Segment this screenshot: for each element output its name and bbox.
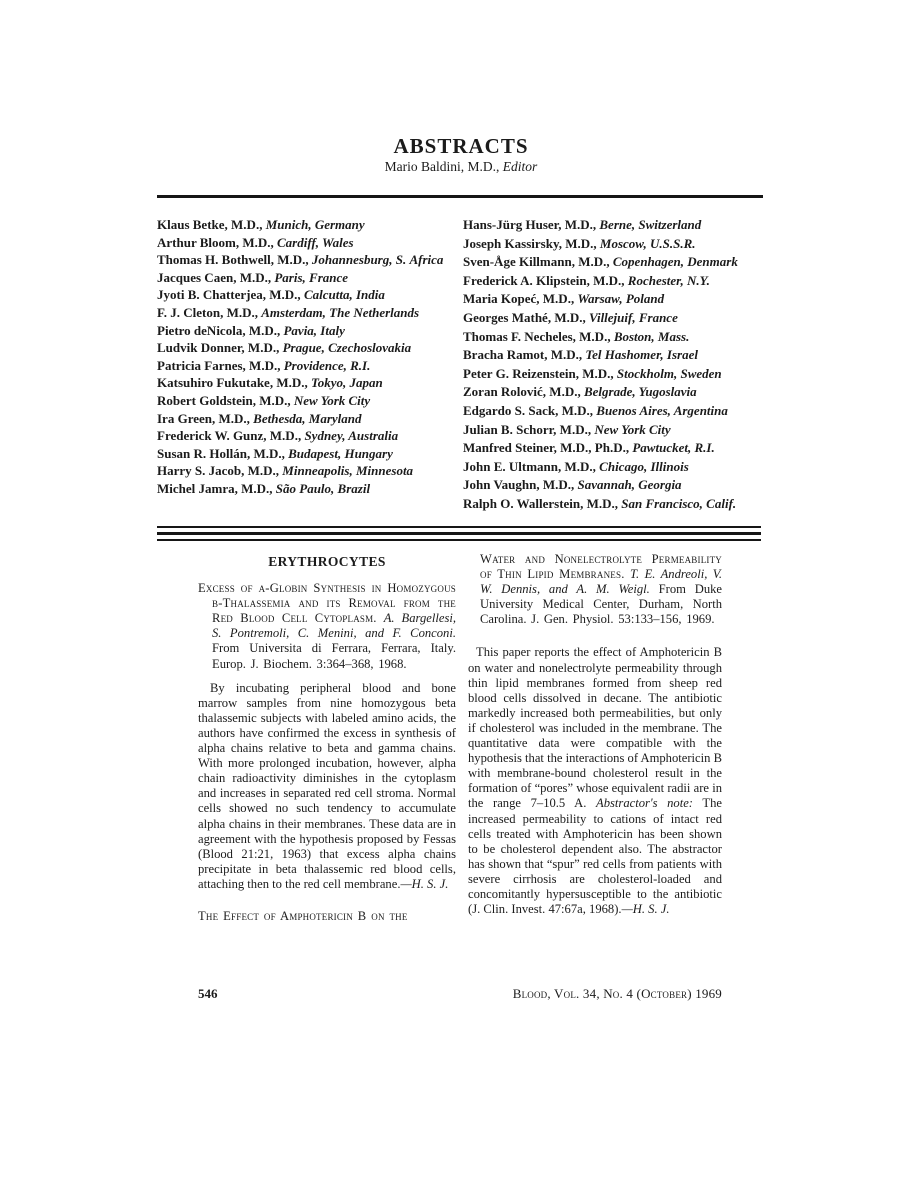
editor-entry: Frederick W. Gunz, M.D., Sydney, Australia xyxy=(157,428,399,444)
divider-rule xyxy=(157,195,763,198)
editor-name: Mario Baldini, M.D., xyxy=(384,159,500,174)
editor-byline xyxy=(157,159,765,175)
abstract-2-title-fragment: The Effect of Amphotericin B on the xyxy=(198,908,408,923)
editor-entry: Sven-Åge Killmann, M.D., Copenhagen, Denmark xyxy=(463,254,738,270)
abstract-2-title-continuation: Water and Nonelectrolyte Permeability of Thin Lipid Membranes. xyxy=(480,552,722,582)
abstract-1-body: By incubating peripheral blood and bone marrow samples from nine homozygous beta thalassemic subjects with labeled amino acids, the authors have confirmed the excess in synthesis of alpha chains relative to beta and gamma chains. With more prolonged incubation, however, alpha chain radioactivity diminishes in the cytoplasm and increases in separated red cell stroma. Normal cells showed no such tendency to accumulate alpha chains in their membranes. These data are in agreement with the hypothesis proposed by Fessas (Blood 21:21, 1963) that excess alpha chains precipitate in beta thalassemic red blood cells, attaching then to the red cell membrane.—H. S. J. xyxy=(198,680,456,891)
editor-entry: John Vaughn, M.D., Savannah, Georgia xyxy=(463,477,682,493)
editor-entry: Arthur Bloom, M.D., Cardiff, Wales xyxy=(157,234,354,250)
abstract-1-source: From Universita di Ferrara, Ferrara, Italy. Europ. J. Biochem. 3:364–368, 1968. xyxy=(212,641,456,671)
editor-entry: Bracha Ramot, M.D., Tel Hashomer, Israel xyxy=(463,347,698,363)
abstract-2-body: This paper reports the effect of Amphotericin B on water and nonelectrolyte permeability through thin lipid membranes formed from sheep red blood cells dissolved in decane. The antibiotic markedly increased both permeabilities, but only if cholesterol was included in the membrane. The quantitative data were compatible with the hypothesis that the interactions of Amphotericin B with membrane-bound cholesterol result in the formation of “pores” whose equivalent radii are in the range 7–10.5 A. Abstractor's note: The increased permeability to cations of intact red cells treated with Amphotericin has been shown to be cholesterol dependent also. The abstractor has shown that “spur” red cells from patients with severe cirrhosis are cholesterol-loaded and concomitantly hypersusceptible to the antibiotic (J. Clin. Invest. 47:67a, 1968).—H. S. J. xyxy=(468,645,722,917)
editor-entry: Ira Green, M.D., Bethesda, Maryland xyxy=(157,410,362,426)
editor-entry: Zoran Rolović, M.D., Belgrade, Yugoslavia xyxy=(463,384,697,400)
abstracts-right-column xyxy=(468,552,722,924)
editor-entry: John E. Ultmann, M.D., Chicago, Illinois xyxy=(463,458,689,474)
editor-entry: Jyoti B. Chatterjea, M.D., Calcutta, India xyxy=(157,287,385,303)
abstract-2-authors: T. E. Andreoli, V. W. Dennis, and A. M. Weigl. xyxy=(480,567,722,597)
abstract-2-source: From Duke University Medical Center, Durham, North Carolina. J. Gen. Physiol. 53:133–156, 1969. xyxy=(480,582,723,627)
editor-role: Editor xyxy=(502,159,538,174)
abstract-1-authors: A. Bargellesi, S. Pontremoli, C. Menini, and F. Conconi. xyxy=(212,611,456,641)
abstract-2-heading xyxy=(468,552,722,627)
editor-entry: Jacques Caen, M.D., Paris, France xyxy=(157,269,349,285)
editor-entry: Patricia Farnes, M.D., Providence, R.I. xyxy=(157,357,371,373)
editor-entry: Thomas F. Necheles, M.D., Boston, Mass. xyxy=(463,328,690,344)
editor-entry: Robert Goldstein, M.D., New York City xyxy=(157,392,371,408)
editorial-board-right-column xyxy=(463,216,773,514)
editor-entry: Peter G. Reizenstein, M.D., Stockholm, Sweden xyxy=(463,365,722,381)
editor-entry: Julian B. Schorr, M.D., New York City xyxy=(463,421,671,437)
editorial-board-list xyxy=(157,216,773,514)
editor-entry: Pietro deNicola, M.D., Pavia, Italy xyxy=(157,322,345,338)
abstract-1-signature: —H. S. J. xyxy=(400,876,449,891)
editor-entry: F. J. Cleton, M.D., Amsterdam, The Netherlands xyxy=(157,304,420,320)
page-title: ABSTRACTS xyxy=(393,134,529,159)
abstractors-note-label: Abstractor's note: xyxy=(596,796,693,811)
abstract-2-signature: —H. S. J. xyxy=(621,902,670,917)
editor-entry: Frederick A. Klipstein, M.D., Rochester, N.Y. xyxy=(463,272,710,288)
editor-entry: Joseph Kassirsky, M.D., Moscow, U.S.S.R. xyxy=(463,235,696,251)
editor-entry: Klaus Betke, M.D., Munich, Germany xyxy=(157,217,365,232)
editor-entry: Michel Jamra, M.D., São Paulo, Brazil xyxy=(157,480,371,496)
section-heading-erythrocytes: ERYTHROCYTES xyxy=(268,554,386,569)
editor-entry: Thomas H. Bothwell, M.D., Johannesburg, S. Africa xyxy=(157,252,444,268)
editor-entry: Katsuhiro Fukutake, M.D., Tokyo, Japan xyxy=(157,375,383,391)
editor-entry: Georges Mathé, M.D., Villejuif, France xyxy=(463,309,678,325)
page-footer xyxy=(198,986,722,1002)
editorial-board-left-column xyxy=(157,216,463,514)
editor-entry: Hans-Jürg Huser, M.D., Berne, Switzerland xyxy=(463,217,702,232)
editor-entry: Manfred Steiner, M.D., Ph.D., Pawtucket, R.I. xyxy=(463,440,715,456)
page-number: 546 xyxy=(198,986,218,1001)
editor-entry: Edgardo S. Sack, M.D., Buenos Aires, Argentina xyxy=(463,402,728,418)
editor-entry: Ralph O. Wallerstein, M.D., San Francisco, Calif. xyxy=(463,495,737,511)
abstract-1-title: Excess of α-Globin Synthesis in Homozygous β-Thalassemia and its Removal from the Red Blood Cell Cytoplasm. xyxy=(198,581,456,626)
editor-entry: Ludvik Donner, M.D., Prague, Czechoslovakia xyxy=(157,340,412,356)
abstracts-left-column xyxy=(198,552,456,924)
editor-entry: Harry S. Jacob, M.D., Minneapolis, Minnesota xyxy=(157,463,414,479)
editor-entry: Maria Kopeć, M.D., Warsaw, Poland xyxy=(463,291,665,307)
section-divider xyxy=(157,526,761,541)
editor-entry: Susan R. Hollán, M.D., Budapest, Hungary xyxy=(157,445,393,461)
journal-citation: Blood, Vol. 34, No. 4 (October) 1969 xyxy=(512,986,722,1001)
abstract-1-heading xyxy=(198,581,456,672)
abstracts-section xyxy=(198,552,722,924)
